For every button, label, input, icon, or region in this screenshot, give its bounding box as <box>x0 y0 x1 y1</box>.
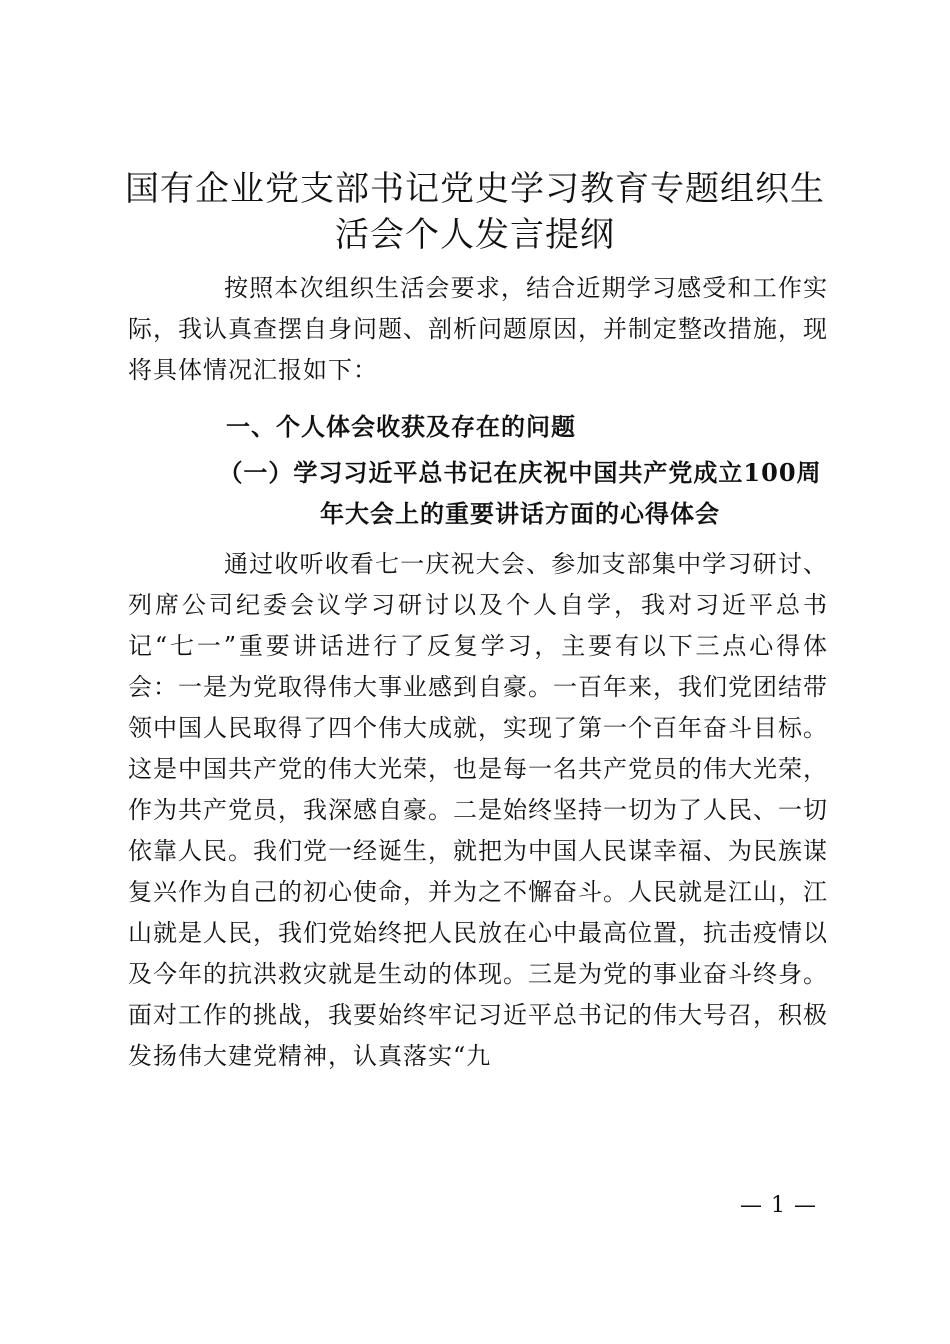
main-paragraph: 通过收听收看七一庆祝大会、参加支部集中学习研讨、列席公司纪委会议学习研讨以及个人自学，我对习近平总书记“七一”重要讲话进行了反复学习，主要有以下三点心得体会：一是为党取得伟大事业感到自豪。一百年来，我们党团结带领中国人民取得了四个伟大成就，实现了第一个百年奋斗目标。这是中国共产党的伟大光荣，也是每一名共产党员的伟大光荣，作为共产党员，我深感自豪。二是始终坚持一切为了人民、一切依靠人民。我们党一经诞生，就把为中国人民谋幸福、为民族谋复兴作为自己的初心使命，并为之不懈奋斗。人民就是江山，江山就是人民，我们党始终把人民放在心中最高位置，抗击疫情以及今年的抗洪救灾就是生动的体现。三是为党的事业奋斗终身。面对工作的挑战，我要始终牢记习近平总书记的伟大号召，积极发扬伟大建党精神，认真落实“九 <box>128 550 828 1070</box>
intro-paragraph: 按照本次组织生活会要求，结合近期学习感受和工作实际，我认真查摆自身问题、剖析问题原因，并制定整改措施，现将具体情况汇报如下： <box>128 274 828 384</box>
subsection-heading: （一）学习习近平总书记在庆祝中国共产党成立100周年大会上的重要讲话方面的心得体会 <box>218 458 822 528</box>
document-title: 国有企业党支部书记党史学习教育专题组织生活会个人发言提纲 <box>125 169 825 255</box>
section-heading: 一、个人体会收获及存在的问题 <box>226 412 576 441</box>
page-number: — 1 — <box>740 1193 817 1218</box>
